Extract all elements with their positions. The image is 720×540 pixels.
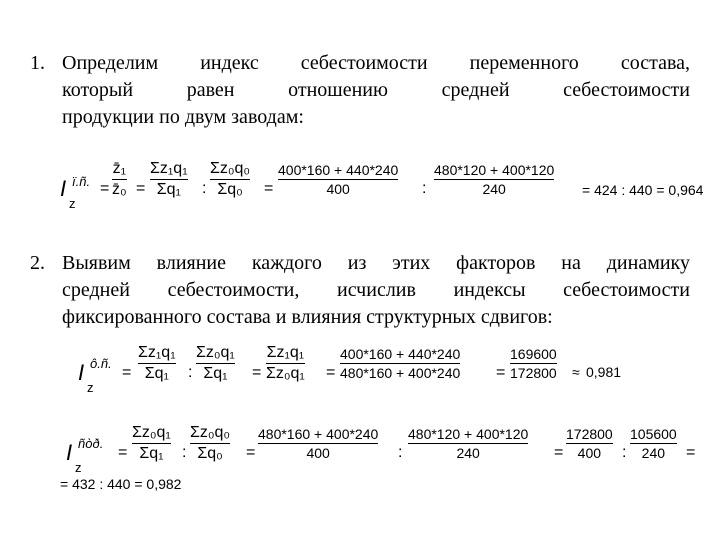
paragraph-line: средней себестоимости, исчислив индексы себестоимости xyxy=(62,279,690,301)
fraction: 169600 172800 xyxy=(510,346,557,381)
fraction: Σz₀q₁ Σq₁ xyxy=(132,424,171,462)
fraction: Σz₁q₁ Σz₀q₁ xyxy=(266,344,305,382)
fraction: 400*160 + 440*240 400 xyxy=(278,162,399,197)
fraction: Σz₀q₀ Σq₀ xyxy=(190,424,231,462)
result: 0,981 xyxy=(586,364,622,380)
fraction: Σz₀q₁ Σq₁ xyxy=(196,344,235,382)
paragraph-line: продукции по двум заводам: xyxy=(62,106,304,128)
paragraph-2 xyxy=(30,250,690,331)
index-subscript: z xyxy=(75,460,82,475)
fraction: Σz₁q₁ Σq₁ xyxy=(150,160,188,198)
fraction: 480*160 + 400*240 400 xyxy=(258,426,379,461)
fraction: Σz₀q₀ Σq₀ xyxy=(210,160,251,198)
formula-variable-composition-index: I ï.ñ. z = z̄₁ z̄₀ = Σz₁q₁ Σq₁ : Σz₀q₀ Σq₀ = 400*160 + 440*240 400 : 480*120 + 400*120 240 = 424 : 440 = 0,964 xyxy=(60,160,704,211)
index-subscript: z xyxy=(87,380,94,395)
result: = 432 : 440 = 0,982 xyxy=(60,476,182,492)
fraction: 480*120 + 400*120 240 xyxy=(408,426,529,461)
result: = 424 : 440 = 0,964 xyxy=(582,182,704,198)
index-superscript: ô.ñ. xyxy=(90,356,112,371)
fraction: 172800 400 xyxy=(566,426,613,461)
index-symbol: I xyxy=(60,176,67,201)
index-superscript: ï.ñ. xyxy=(72,174,91,189)
paragraph-line: Выявим влияние каждого из этих факторов на динамику xyxy=(62,252,690,274)
formula-fixed-composition-index: I ô.ñ. z = Σz₁q₁ Σq₁ : Σz₀q₁ Σq₁ = Σz₁q₁ Σz₀q₁ = 400*160 + 440*240 480*160 + 400*240 = 169600 172800 ≈ 0,981 xyxy=(78,344,622,395)
fraction: z̄₁ z̄₀ xyxy=(112,160,127,198)
paragraph-number: 2. xyxy=(30,252,45,274)
fraction: Σz₁q₁ Σq₁ xyxy=(138,344,176,382)
index-symbol: I xyxy=(66,440,73,465)
paragraph-line: Определим индекс себестоимости переменного состава, xyxy=(62,52,690,74)
fraction: 105600 240 xyxy=(630,426,677,461)
fraction: 480*120 + 400*120 240 xyxy=(434,162,555,197)
formula-structural-shift-index: I ñòð. z = Σz₀q₁ Σq₁ : Σz₀q₀ Σq₀ = 480*160 + 400*240 400 : 480*120 + 400*120 240 = 172800 400 : 105600 240 = = 432 : 440 = 0,982 xyxy=(60,424,696,492)
paragraph-line: который равен отношению средней себестоимости xyxy=(62,79,690,101)
paragraph-number: 1. xyxy=(30,52,45,74)
index-symbol: I xyxy=(78,360,85,385)
fraction: 400*160 + 440*240 480*160 + 400*240 xyxy=(340,346,461,381)
index-superscript: ñòð. xyxy=(78,436,104,451)
index-subscript: z xyxy=(69,196,76,211)
paragraph-1 xyxy=(30,50,690,131)
paragraph-line: фиксированного состава и влияния структурных сдвигов: xyxy=(62,306,553,328)
